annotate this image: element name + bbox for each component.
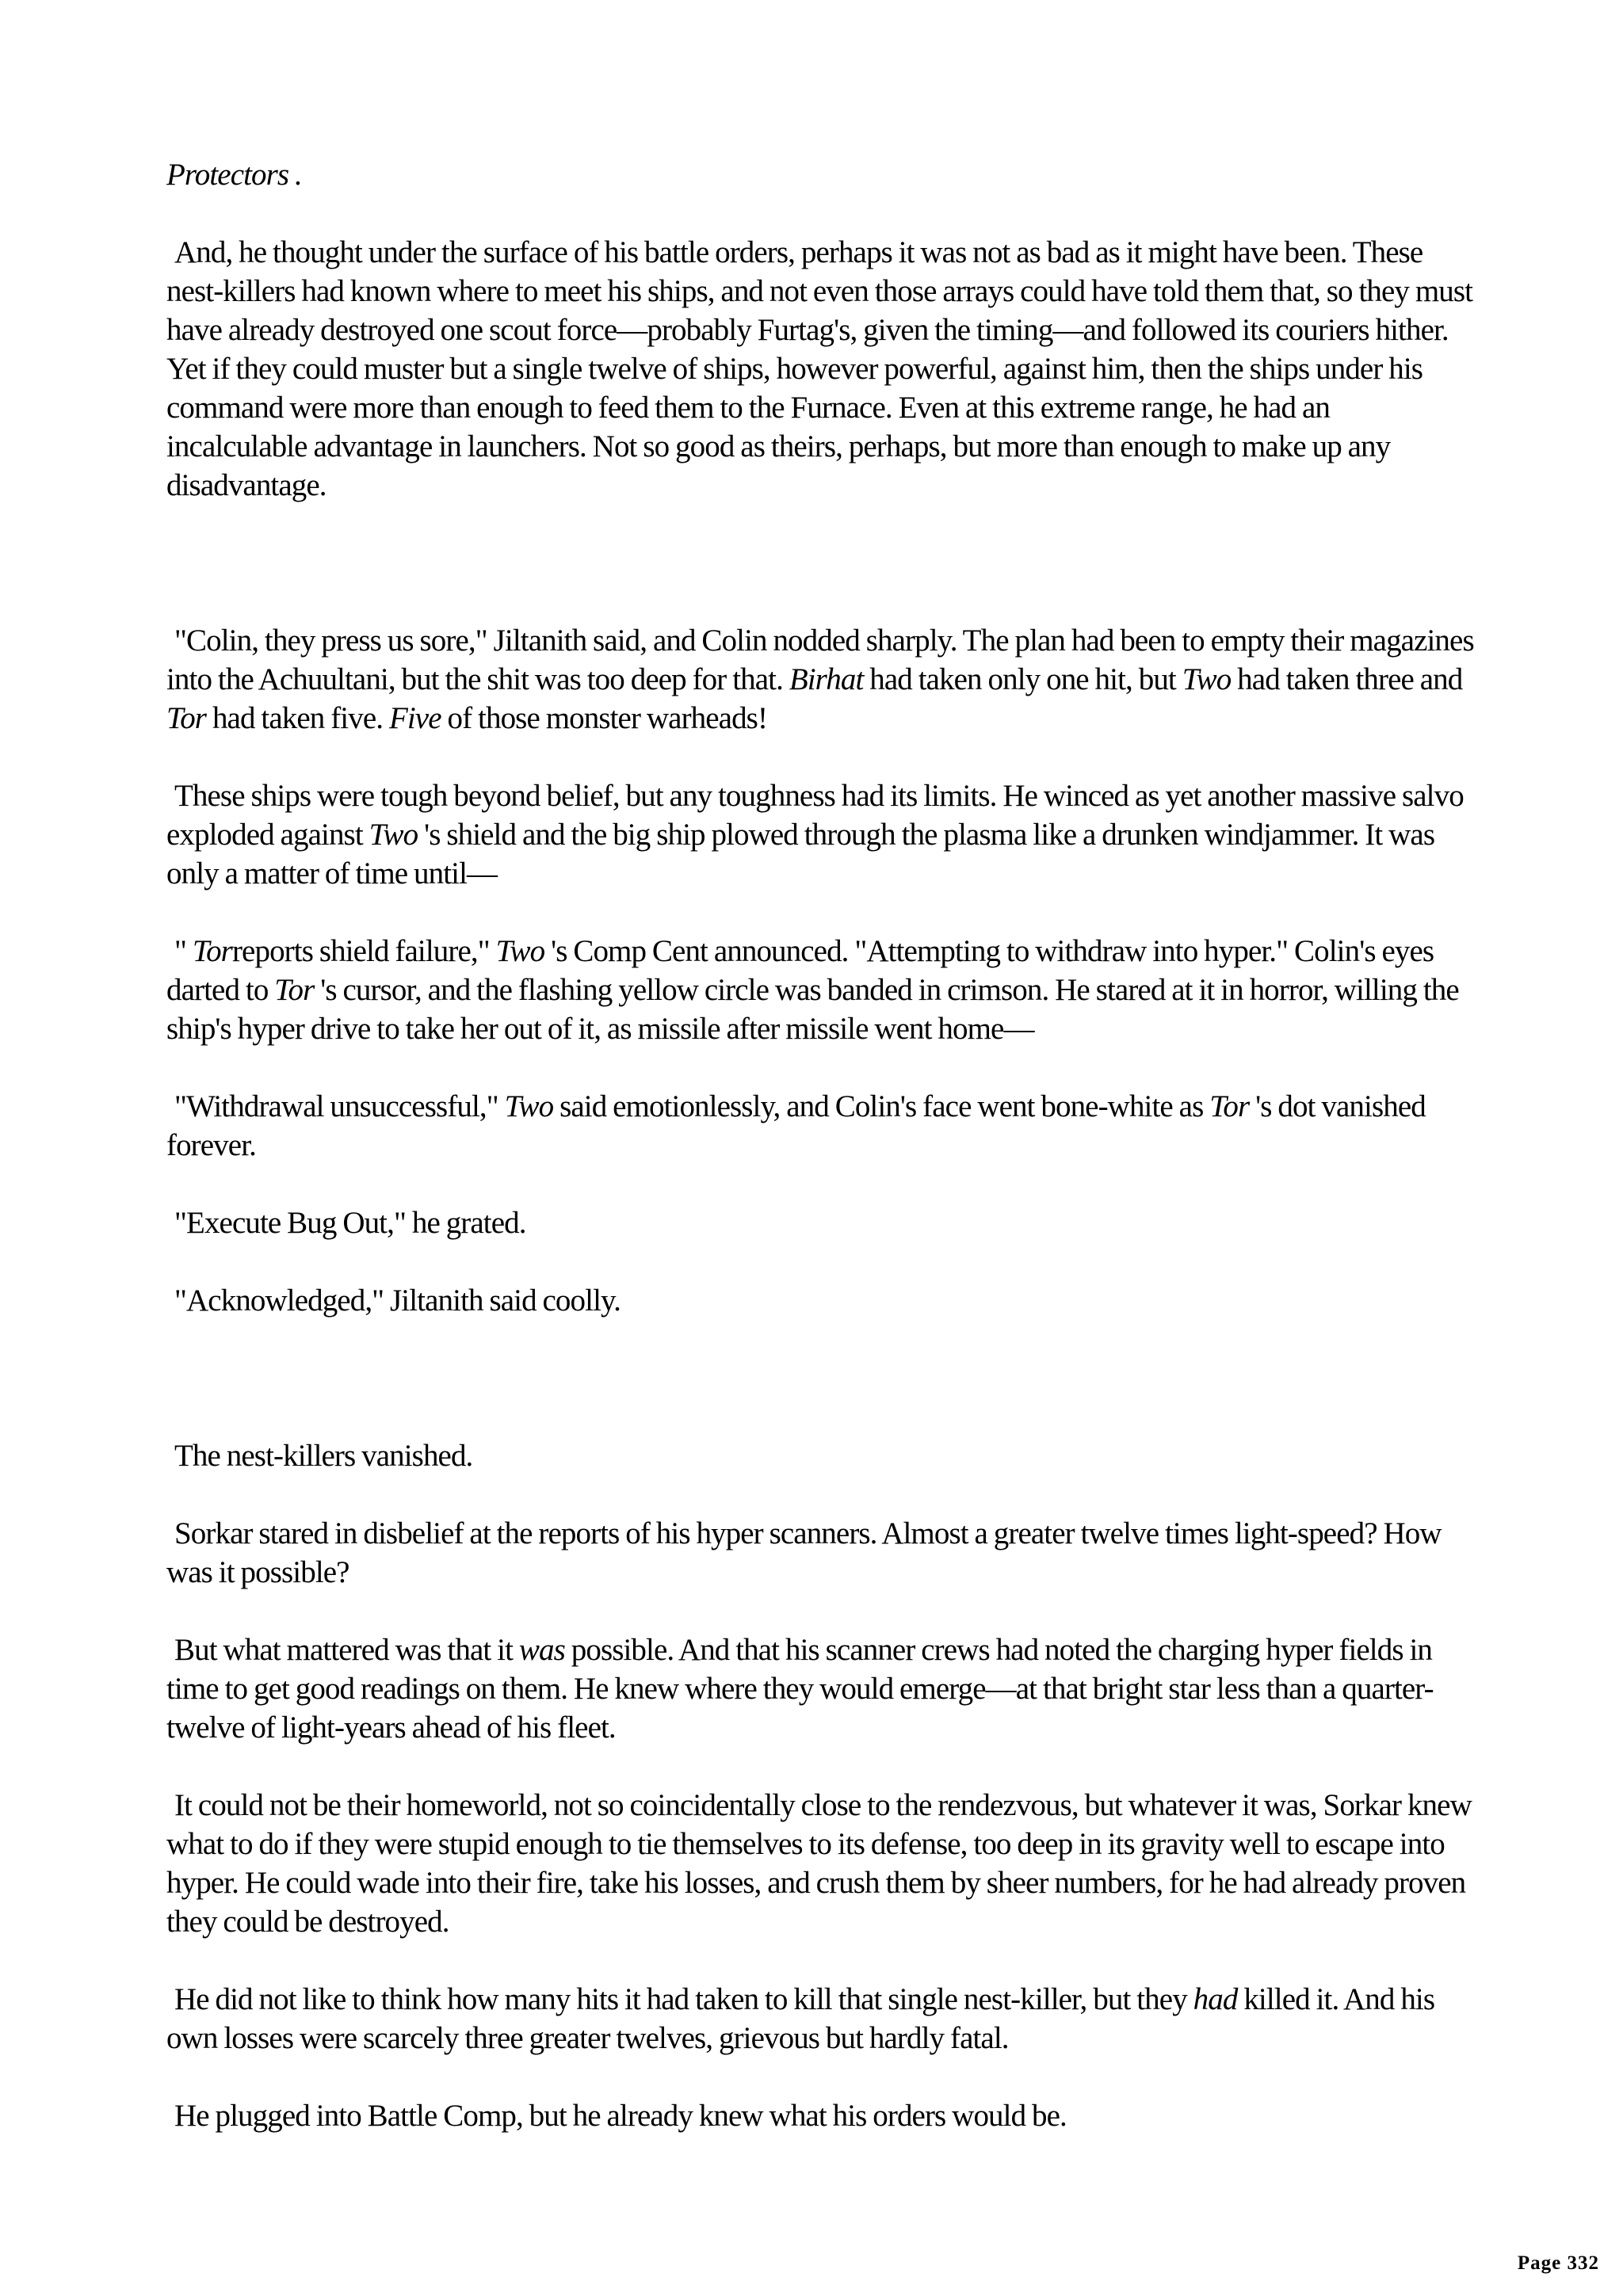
italic-text: had — [1193, 1982, 1238, 2016]
text-run: 's Comp Cent announced. "Attempting to withdraw into hyper." Colin's eyes darted to — [166, 934, 1434, 1007]
text-run: He did not like to think how many hits it had taken to kill that single nest-killer, but they — [174, 1982, 1193, 2016]
italic-text: Protectors — [166, 158, 289, 192]
text-run: It could not be their homeworld, not so coincidentally close to the rendezvous, but whatever it was, Sorkar knew what to do if they were stupid enough to tie themselves to its defense, too deep in its gravity well to escape into hyper. He could wade into their fire, take his losses, and crush them by sheer numbers, for he had already proven they could be destroyed. — [166, 1788, 1472, 1939]
scene-break — [166, 543, 1474, 621]
italic-text: Two — [1182, 662, 1232, 696]
paragraph-ships-tough — [166, 776, 1474, 893]
text-run: had taken five. — [206, 701, 389, 735]
text-run: " — [174, 934, 193, 968]
text-run: said emotionlessly, and Colin's face went bone-white as — [553, 1089, 1210, 1123]
paragraph-disbelief — [166, 1514, 1474, 1592]
italic-text: Tor — [192, 934, 232, 968]
paragraph-bug-out — [166, 1203, 1474, 1242]
paragraph-possible — [166, 1630, 1474, 1747]
text-run: "Execute Bug Out," he grated. — [174, 1206, 526, 1240]
italic-text: Two — [369, 818, 418, 852]
text-run: The nest-killers vanished. — [174, 1439, 473, 1473]
paragraph-vanished — [166, 1436, 1474, 1475]
text-run: "Withdrawal unsuccessful," — [174, 1089, 505, 1123]
paragraph-withdrawal — [166, 1087, 1474, 1165]
text-run: Sorkar stared in disbelief at the reports of his hyper scanners. Almost a greater twelve times light-speed? How was it possible? — [166, 1516, 1442, 1589]
text-run: possible. And that his scanner crews had noted the charging hyper fields in time to get good readings on them. He knew where they would emerge—at that bright star less than a quarter-twelve of light-years ahead of his fleet. — [166, 1633, 1434, 1745]
italic-text: Two — [504, 1089, 554, 1123]
paragraph-jiltanith-press — [166, 621, 1474, 738]
text-run: And, he thought under the surface of his battle orders, perhaps it was not as bad as it might have been. These nest-killers had known where to meet his ships, and not even those arrays could have told them that, so they must have already destroyed one scout force—probably Furtag's, given the timing—and followed its couriers hither. Yet if they could muster but a single twelve of ships, however powerful, against him, then the ships under his command were more than enough to feed them to the Furnace. Even at this extreme range, he had an incalculable advantage in launchers. Not so good as theirs, perhaps, but more than enough to make up any disadvantage. — [166, 235, 1473, 502]
text-run: killed it. And his own losses were scarcely three greater twelves, grievous but hardly fatal. — [166, 1982, 1435, 2055]
text-run: reports shield failure," — [231, 934, 496, 968]
italic-text: . — [288, 158, 302, 192]
italic-text: Birhat — [789, 662, 864, 696]
text-run: "Colin, they press us sore," Jiltanith said, and Colin nodded sharply. The plan had been to empty their magazines into the Achuultani, but the shit was too deep for that. — [166, 624, 1474, 696]
text-run: of those monster warheads! — [441, 701, 768, 735]
text-run: He plugged into Battle Comp, but he already knew what his orders would be. — [174, 2099, 1067, 2133]
paragraph-shield-failure — [166, 932, 1474, 1048]
text-run: 's shield and the big ship plowed through the plasma like a drunken windjammer. It was only a matter of time until— — [166, 818, 1435, 891]
paragraph-homeworld — [166, 1786, 1474, 1941]
text-run: 's dot vanished forever. — [166, 1089, 1426, 1162]
italic-text: Tor — [274, 973, 315, 1007]
scene-break — [166, 1359, 1474, 1436]
text-run: 's cursor, and the flashing yellow circle was banded in crimson. He stared at it in horror, willing the ship's hyper drive to take her out of it, as missile after missile went home— — [166, 973, 1459, 1046]
paragraph-battle-comp — [166, 2096, 1474, 2135]
italic-text: Five — [388, 701, 441, 735]
paragraph-sorkar-thought — [166, 233, 1474, 505]
italic-text: Two — [495, 934, 545, 968]
page-body — [166, 155, 1474, 2174]
italic-text: Tor — [1209, 1089, 1250, 1123]
text-run: had taken three and — [1231, 662, 1463, 696]
paragraph-acknowledged — [166, 1281, 1474, 1320]
page-number: Page 332 — [1517, 2252, 1599, 2274]
text-run: had taken only one hit, but — [863, 662, 1182, 696]
paragraph-losses — [166, 1980, 1474, 2058]
paragraph-opening — [166, 155, 1474, 194]
text-run: But what mattered was that it — [174, 1633, 519, 1667]
text-run: These ships were tough beyond belief, but any toughness had its limits. He winced as yet another massive salvo exploded against — [166, 779, 1464, 852]
italic-text: Tor — [166, 701, 207, 735]
italic-text: was — [518, 1633, 565, 1667]
text-run: "Acknowledged," Jiltanith said coolly. — [174, 1283, 621, 1318]
